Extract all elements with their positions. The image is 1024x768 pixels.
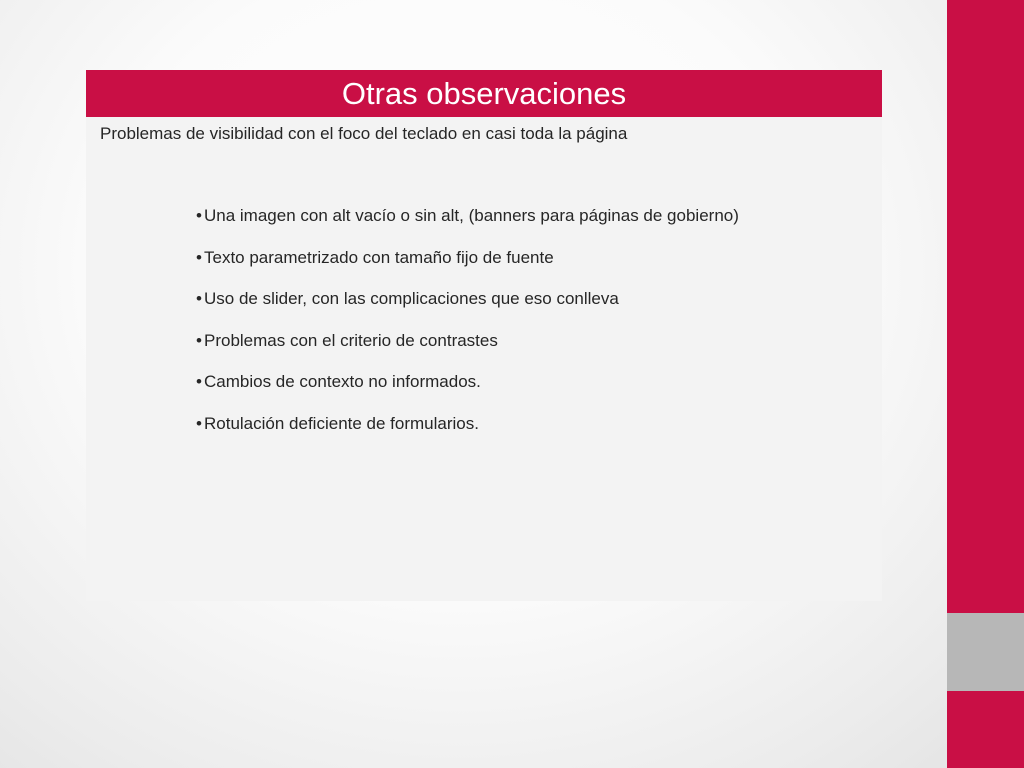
bullet-mark: • <box>196 413 202 433</box>
band-segment-middle <box>947 613 1024 691</box>
band-segment-top <box>947 0 1024 613</box>
bullet-mark: • <box>196 289 202 309</box>
bullet-item <box>196 246 866 270</box>
title-bar <box>86 70 882 117</box>
bullet-text: Uso de slider, con las complicaciones que eso conlleva <box>204 289 619 309</box>
content-box <box>86 70 882 601</box>
bullet-mark: • <box>196 330 202 350</box>
bullet-text: Texto parametrizado con tamaño fijo de fuente <box>204 247 554 267</box>
bullet-mark: • <box>196 247 202 267</box>
bullet-mark: • <box>196 206 202 225</box>
bullet-text: Una imagen con alt vacío o sin alt, (banners para páginas de gobierno) <box>204 206 739 225</box>
bullet-item <box>196 412 866 436</box>
intro-text: Problemas de visibilidad con el foco del teclado en casi toda la página <box>100 124 628 143</box>
bullet-item <box>196 204 866 228</box>
bullet-text: Problemas con el criterio de contrastes <box>204 330 498 350</box>
bullet-item <box>196 329 866 353</box>
bullet-item <box>196 370 866 394</box>
band-segment-bottom <box>947 691 1024 768</box>
right-decor-band <box>947 0 1024 768</box>
bullet-item <box>196 287 866 311</box>
bullet-text: Rotulación deficiente de formularios. <box>204 413 479 433</box>
bullet-text: Cambios de contexto no informados. <box>204 372 481 392</box>
slide-title: Otras observaciones <box>341 76 627 111</box>
bullet-list <box>196 204 866 454</box>
bullet-mark: • <box>196 372 202 392</box>
